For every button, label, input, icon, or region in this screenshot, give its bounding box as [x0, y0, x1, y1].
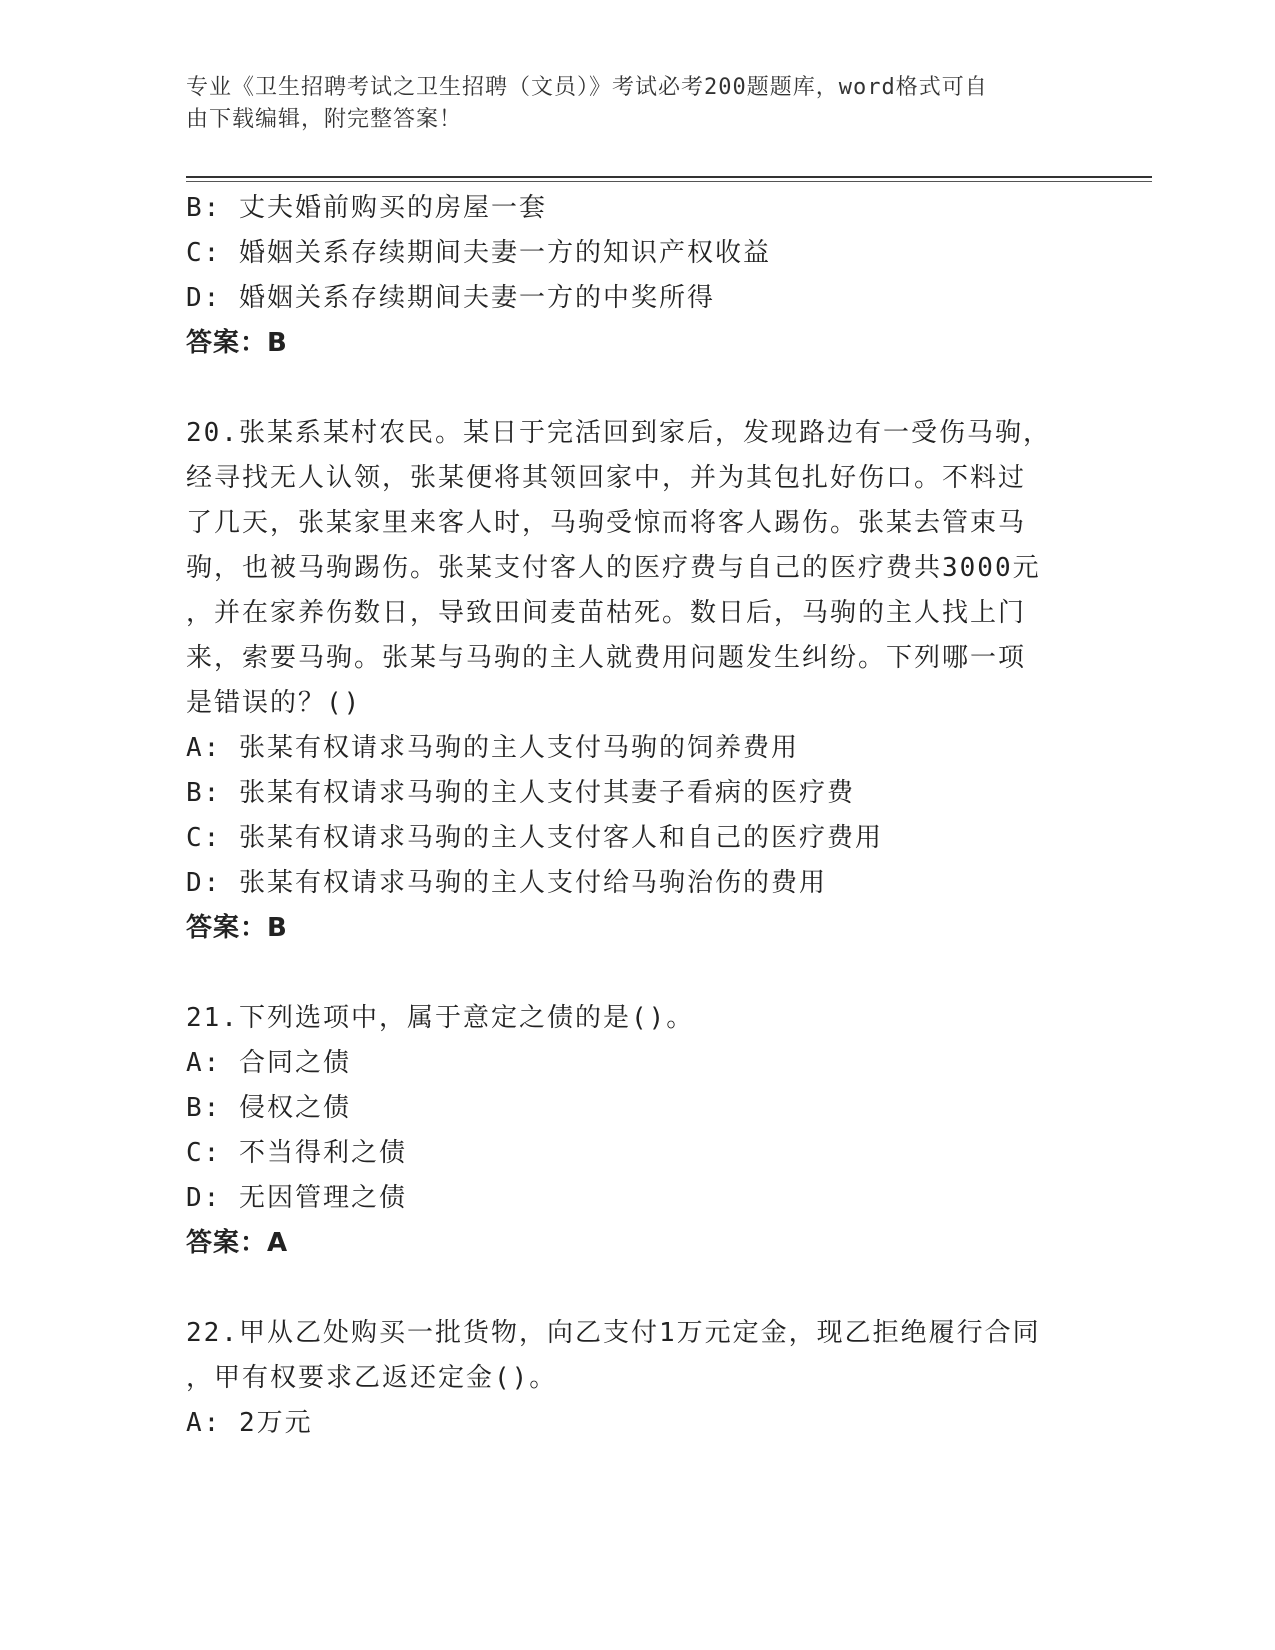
- header-divider-thin: [186, 181, 1152, 182]
- question-stem-line: 驹，也被马驹踢伤。张某支付客人的医疗费与自己的医疗费共3000元: [186, 553, 1041, 583]
- option-b: B: 丈夫婚前购买的房屋一套: [186, 193, 547, 223]
- question-21: [186, 996, 1086, 1266]
- option-b: B: 侵权之债: [186, 1093, 351, 1123]
- option-c: C: 不当得利之债: [186, 1138, 407, 1168]
- question-22: [186, 1311, 1086, 1446]
- header-line-2: 由下载编辑，附完整答案！: [186, 107, 463, 132]
- question-20: [186, 411, 1086, 951]
- option-a: A: 2万元: [186, 1408, 313, 1438]
- answer-label: 答案：B: [186, 328, 288, 358]
- option-b: B: 张某有权请求马驹的主人支付其妻子看病的医疗费: [186, 778, 855, 808]
- header-line-1: 专业《卫生招聘考试之卫生招聘（文员）》考试必考200题题库，word格式可自: [186, 75, 988, 100]
- question-stem-line: 了几天，张某家里来客人时，马驹受惊而将客人踢伤。张某去管束马: [186, 508, 1027, 538]
- option-d: D: 婚姻关系存续期间夫妻一方的中奖所得: [186, 283, 715, 313]
- spacer: [186, 1266, 1086, 1311]
- option-d: D: 无因管理之债: [186, 1183, 407, 1213]
- question-stem-line: 22.甲从乙处购买一批货物，向乙支付1万元定金，现乙拒绝履行合同: [186, 1318, 1041, 1348]
- option-c: C: 张某有权请求马驹的主人支付客人和自己的医疗费用: [186, 823, 883, 853]
- question-stem-line: 来，索要马驹。张某与马驹的主人就费用问题发生纠纷。下列哪一项: [186, 643, 1027, 673]
- question-stem-line: 20.张某系某村农民。某日于完活回到家后，发现路边有一受伤马驹，: [186, 418, 1051, 448]
- question-stem-line: ，甲有权要求乙返还定金()。: [186, 1363, 558, 1393]
- spacer: [186, 951, 1086, 996]
- option-a: A: 合同之债: [186, 1048, 351, 1078]
- header-divider-thick: [186, 176, 1152, 178]
- question-content: [186, 186, 1086, 1446]
- question-stem-line: 是错误的？(): [186, 688, 362, 718]
- question-19-tail: [186, 186, 1086, 366]
- option-c: C: 婚姻关系存续期间夫妻一方的知识产权收益: [186, 238, 771, 268]
- question-stem-line: ，并在家养伤数日，导致田间麦苗枯死。数日后，马驹的主人找上门: [186, 598, 1027, 628]
- option-d: D: 张某有权请求马驹的主人支付给马驹治伤的费用: [186, 868, 827, 898]
- answer-label: 答案：A: [186, 1228, 289, 1258]
- page-header: [186, 72, 1066, 136]
- spacer: [186, 366, 1086, 411]
- option-a: A: 张某有权请求马驹的主人支付马驹的饲养费用: [186, 733, 799, 763]
- question-stem-line: 21.下列选项中，属于意定之债的是()。: [186, 1003, 695, 1033]
- question-stem-line: 经寻找无人认领，张某便将其领回家中，并为其包扎好伤口。不料过: [186, 463, 1027, 493]
- answer-label: 答案：B: [186, 913, 288, 943]
